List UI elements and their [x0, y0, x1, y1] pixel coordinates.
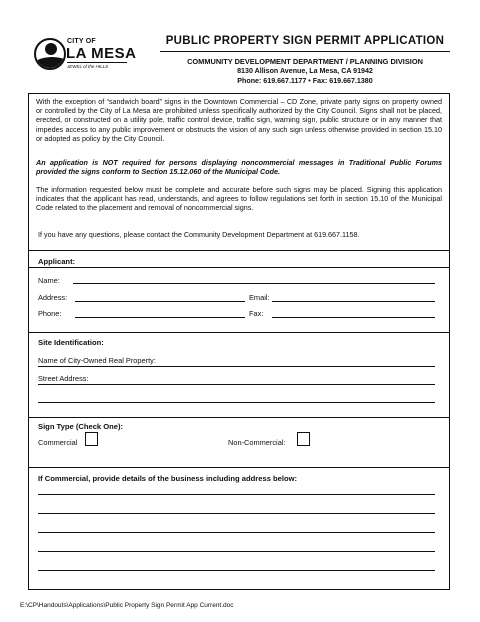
- contact-paragraph: If you have any questions, please contact the Community Development Department at 619.667.1158.: [38, 230, 360, 239]
- logo-city-name: LA MESA: [66, 45, 137, 62]
- property-name-label: Name of City-Owned Real Property:: [38, 356, 156, 365]
- address-field[interactable]: [75, 301, 245, 302]
- name-label: Name:: [38, 276, 60, 285]
- business-line-3[interactable]: [38, 532, 435, 533]
- department-address: 8130 Allison Avenue, La Mesa, CA 91942: [237, 67, 373, 75]
- email-field[interactable]: [272, 301, 435, 302]
- street-address-field-2[interactable]: [38, 402, 435, 403]
- noncommercial-label: Non-Commercial:: [228, 438, 286, 447]
- page-title: PUBLIC PROPERTY SIGN PERMIT APPLICATION: [165, 35, 445, 47]
- department-phone-fax: Phone: 619.667.1177 • Fax: 619.667.1380: [237, 77, 373, 85]
- site-section: [28, 332, 450, 333]
- name-field[interactable]: [73, 283, 435, 284]
- sign-type-section: [28, 417, 450, 418]
- phone-field[interactable]: [75, 317, 245, 318]
- business-line-5[interactable]: [38, 570, 435, 571]
- intro-paragraph-2: An application is NOT required for persons displaying noncommercial messages in Traditional Public Forums provided the signs conform to Section 15.12.060 of the Municipal Code.: [36, 158, 442, 177]
- applicant-heading: Applicant:: [38, 257, 76, 266]
- department-name: COMMUNITY DEVELOPMENT DEPARTMENT / PLANNING DIVISION: [187, 57, 423, 66]
- site-heading: Site Identification:: [38, 338, 104, 347]
- business-line-4[interactable]: [38, 551, 435, 552]
- business-line-2[interactable]: [38, 513, 435, 514]
- noncommercial-checkbox[interactable]: [297, 432, 310, 446]
- email-label: Email:: [249, 293, 270, 302]
- city-logo: [34, 34, 137, 84]
- fax-field[interactable]: [272, 317, 435, 318]
- applicant-section: [28, 250, 450, 251]
- property-name-field[interactable]: [38, 366, 435, 367]
- street-address-label: Street Address:: [38, 374, 89, 383]
- document-file-path: E:\CP\Handouts\Applications\Public Property Sign Permit App Current.doc: [20, 602, 234, 609]
- city-seal-icon: [34, 38, 66, 70]
- fax-label: Fax:: [249, 309, 264, 318]
- street-address-field[interactable]: [38, 384, 435, 385]
- intro-paragraph-3: The information requested below must be complete and accurate before such signs may be placed. Signing this application indicates that the applicant has read, understands, and agrees to follow regulations set forth in section 15.10 of the Municipal Code related to the placement and removal of noncommercial signs.: [36, 185, 442, 213]
- intro-paragraph-1: With the exception of “sandwich board” signs in the Downtown Commercial – CD Zone, private party signs on property owned or controlled by the City of La Mesa are prohibited unless specifically authorized by the City Council. Signs shall not be placed, erected, or constructed on a utility pole, traffic control device, traffic sign, warning sign, public structure or in any manner that impedes access to any public improvement or obstructs the vision of any such sign unless otherwise provided in section 15.10 or adopted as policy by the City Council.: [36, 97, 442, 143]
- logo-city-of: CITY OF: [67, 38, 96, 45]
- commercial-label: Commercial: [38, 438, 78, 447]
- business-line-1[interactable]: [38, 494, 435, 495]
- logo-tagline: JEWEL of the HILLS: [67, 64, 109, 69]
- sign-type-heading: Sign Type (Check One):: [38, 422, 124, 431]
- business-section: [28, 467, 450, 468]
- commercial-checkbox[interactable]: [85, 432, 98, 446]
- address-label: Address:: [38, 293, 68, 302]
- business-heading: If Commercial, provide details of the business including address below:: [38, 474, 298, 483]
- phone-label: Phone:: [38, 309, 62, 318]
